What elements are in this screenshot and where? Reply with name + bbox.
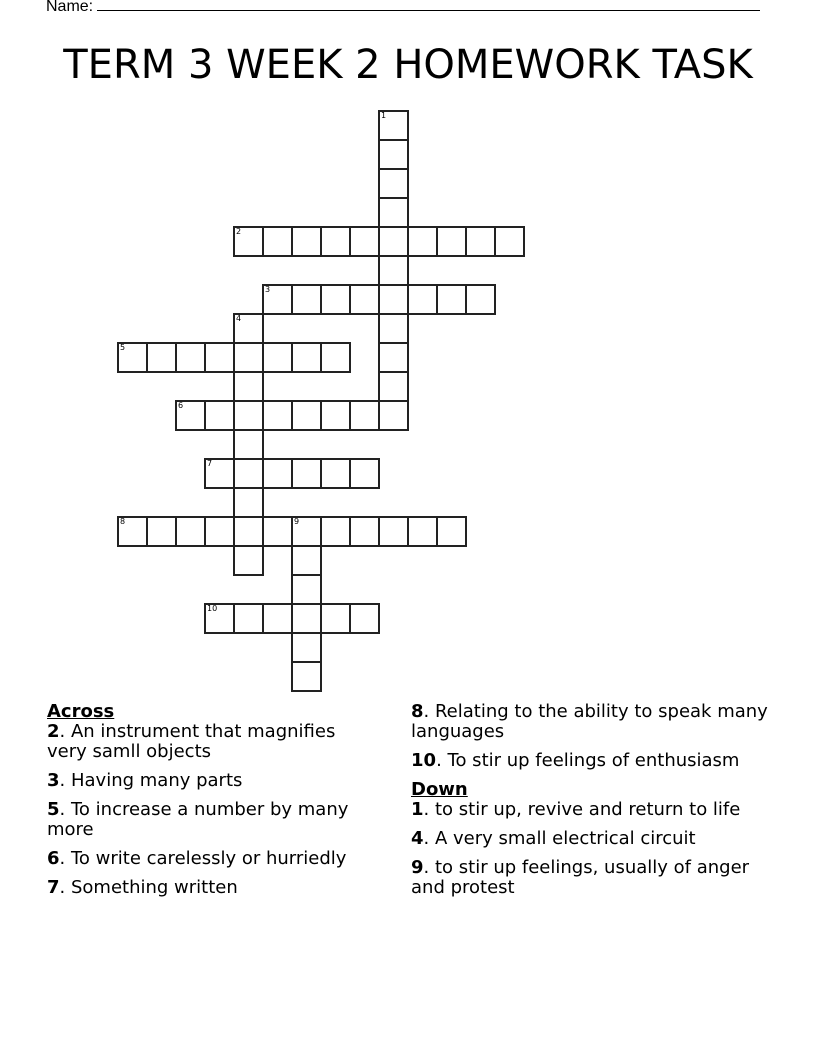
clue-across-10: 10. To stir up feelings of enthusiasm <box>411 750 740 771</box>
crossword-cell[interactable] <box>117 342 148 373</box>
across-heading: Across <box>47 701 115 722</box>
clue-number: 8 <box>411 701 424 722</box>
down-heading: Down <box>411 779 468 800</box>
cell-number: 6 <box>178 401 184 410</box>
crossword-cell[interactable] <box>378 516 409 547</box>
crossword-cell[interactable] <box>204 342 235 373</box>
crossword-cell[interactable] <box>378 313 409 344</box>
crossword-cell[interactable] <box>407 284 438 315</box>
crossword-cell[interactable] <box>117 516 148 547</box>
crossword-cell[interactable] <box>291 284 322 315</box>
crossword-cell[interactable] <box>320 226 351 257</box>
crossword-cell[interactable] <box>349 458 380 489</box>
clue-number: 3 <box>47 770 60 791</box>
crossword-cell[interactable] <box>233 603 264 634</box>
clue-number: 7 <box>47 877 60 898</box>
crossword-cell[interactable] <box>291 661 322 692</box>
clue-number: 10 <box>411 750 437 771</box>
crossword-cell[interactable] <box>233 371 264 402</box>
cell-number: 5 <box>120 343 126 352</box>
crossword-cell[interactable] <box>494 226 525 257</box>
crossword-cell[interactable] <box>378 284 409 315</box>
crossword-cell[interactable] <box>262 226 293 257</box>
clue-number: 1 <box>411 799 424 820</box>
name-field[interactable] <box>46 0 760 16</box>
cell-number: 2 <box>236 227 242 236</box>
crossword-cell[interactable] <box>436 226 467 257</box>
cell-number: 4 <box>236 314 242 323</box>
crossword-cell[interactable] <box>291 400 322 431</box>
crossword-cell[interactable] <box>291 516 322 547</box>
clue-down-1: 1. to stir up, revive and return to life <box>411 799 741 820</box>
clue-text: An instrument that magnifies very samll objects <box>47 721 336 762</box>
clue-text: To write carelessly or hurriedly <box>70 848 347 869</box>
crossword-cell[interactable] <box>349 284 380 315</box>
clue-across-3: 3. Having many parts <box>47 770 243 791</box>
cell-number: 1 <box>381 111 387 120</box>
crossword-cell[interactable] <box>465 284 496 315</box>
crossword-cell[interactable] <box>291 226 322 257</box>
crossword-cell[interactable] <box>465 226 496 257</box>
crossword-cell[interactable] <box>436 516 467 547</box>
crossword-cell[interactable] <box>204 603 235 634</box>
crossword-cell[interactable] <box>291 632 322 663</box>
page-title: TERM 3 WEEK 2 HOMEWORK TASK <box>63 42 753 88</box>
crossword-cell[interactable] <box>378 226 409 257</box>
crossword-cell[interactable] <box>233 545 264 576</box>
crossword-cell[interactable] <box>378 342 409 373</box>
crossword-cell[interactable] <box>349 516 380 547</box>
clue-text: Relating to the ability to speak many languages <box>411 701 768 742</box>
clue-number: 4 <box>411 828 424 849</box>
crossword-cell[interactable] <box>204 516 235 547</box>
cell-number: 8 <box>120 517 126 526</box>
clue-number: 9 <box>411 857 424 878</box>
crossword-cell[interactable] <box>407 516 438 547</box>
crossword-cell[interactable] <box>320 342 351 373</box>
crossword-cell[interactable] <box>262 603 293 634</box>
crossword-cell[interactable] <box>262 516 293 547</box>
clues-column-right <box>411 702 771 907</box>
crossword-cell[interactable] <box>320 516 351 547</box>
crossword-cell[interactable] <box>262 458 293 489</box>
name-label: Name: <box>46 0 94 15</box>
clue-text: to stir up, revive and return to life <box>434 799 741 820</box>
clue-number: 5 <box>47 799 60 820</box>
crossword-cell[interactable] <box>378 168 409 199</box>
crossword-cell[interactable] <box>378 400 409 431</box>
clue-number: 6 <box>47 848 60 869</box>
crossword-cell[interactable] <box>291 545 322 576</box>
crossword-cell[interactable] <box>175 342 206 373</box>
crossword-cell[interactable] <box>320 284 351 315</box>
crossword-cell[interactable] <box>233 458 264 489</box>
clue-across-5: 5. To increase a number by many more <box>47 799 349 840</box>
clue-across-2: 2. An instrument that magnifies very samll objects <box>47 721 336 762</box>
crossword-cell[interactable] <box>291 574 322 605</box>
crossword-cell[interactable] <box>407 226 438 257</box>
clue-across-8: 8. Relating to the ability to speak many languages <box>411 701 768 742</box>
crossword-cell[interactable] <box>436 284 467 315</box>
clue-text: to stir up feelings, usually of anger and protest <box>411 857 750 898</box>
crossword-cell[interactable] <box>146 342 177 373</box>
crossword-cell[interactable] <box>233 313 264 344</box>
cell-number: 3 <box>265 285 271 294</box>
crossword-cell[interactable] <box>349 400 380 431</box>
crossword-cell[interactable] <box>378 371 409 402</box>
clues-column-left <box>47 702 377 907</box>
crossword-cell[interactable] <box>291 342 322 373</box>
crossword-cell[interactable] <box>378 110 409 141</box>
crossword-cell[interactable] <box>233 226 264 257</box>
crossword-cell[interactable] <box>175 516 206 547</box>
clue-across-7: 7. Something written <box>47 877 238 898</box>
crossword-cell[interactable] <box>262 400 293 431</box>
name-line[interactable] <box>97 0 760 11</box>
crossword-cell[interactable] <box>146 516 177 547</box>
crossword-cell[interactable] <box>378 197 409 228</box>
crossword-cell[interactable] <box>204 458 235 489</box>
crossword-cell[interactable] <box>291 458 322 489</box>
clue-down-4: 4. A very small electrical circuit <box>411 828 696 849</box>
crossword-cell[interactable] <box>291 603 322 634</box>
clue-text: A very small electrical circuit <box>434 828 696 849</box>
cell-number: 10 <box>207 604 218 613</box>
crossword-cell[interactable] <box>204 400 235 431</box>
crossword-cell[interactable] <box>349 603 380 634</box>
crossword-cell[interactable] <box>233 487 264 518</box>
crossword-cell[interactable] <box>378 139 409 170</box>
crossword-cell[interactable] <box>320 603 351 634</box>
crossword-cell[interactable] <box>233 342 264 373</box>
clue-text: To increase a number by many more <box>47 799 349 840</box>
crossword-cell[interactable] <box>233 429 264 460</box>
crossword-cell[interactable] <box>233 400 264 431</box>
clue-number: 2 <box>47 721 60 742</box>
crossword-cell[interactable] <box>175 400 206 431</box>
clue-text: To stir up feelings of enthusiasm <box>447 750 740 771</box>
clue-text: Having many parts <box>70 770 243 791</box>
clue-across-6: 6. To write carelessly or hurriedly <box>47 848 347 869</box>
crossword-cell[interactable] <box>262 284 293 315</box>
clue-text: Something written <box>70 877 238 898</box>
crossword-cell[interactable] <box>233 516 264 547</box>
cell-number: 9 <box>294 517 300 526</box>
crossword-cell[interactable] <box>349 226 380 257</box>
crossword-cell[interactable] <box>262 342 293 373</box>
crossword-cell[interactable] <box>320 400 351 431</box>
crossword-cell[interactable] <box>378 255 409 286</box>
crossword-cell[interactable] <box>320 458 351 489</box>
cell-number: 7 <box>207 459 213 468</box>
clue-down-9: 9. to stir up feelings, usually of anger and protest <box>411 857 750 898</box>
